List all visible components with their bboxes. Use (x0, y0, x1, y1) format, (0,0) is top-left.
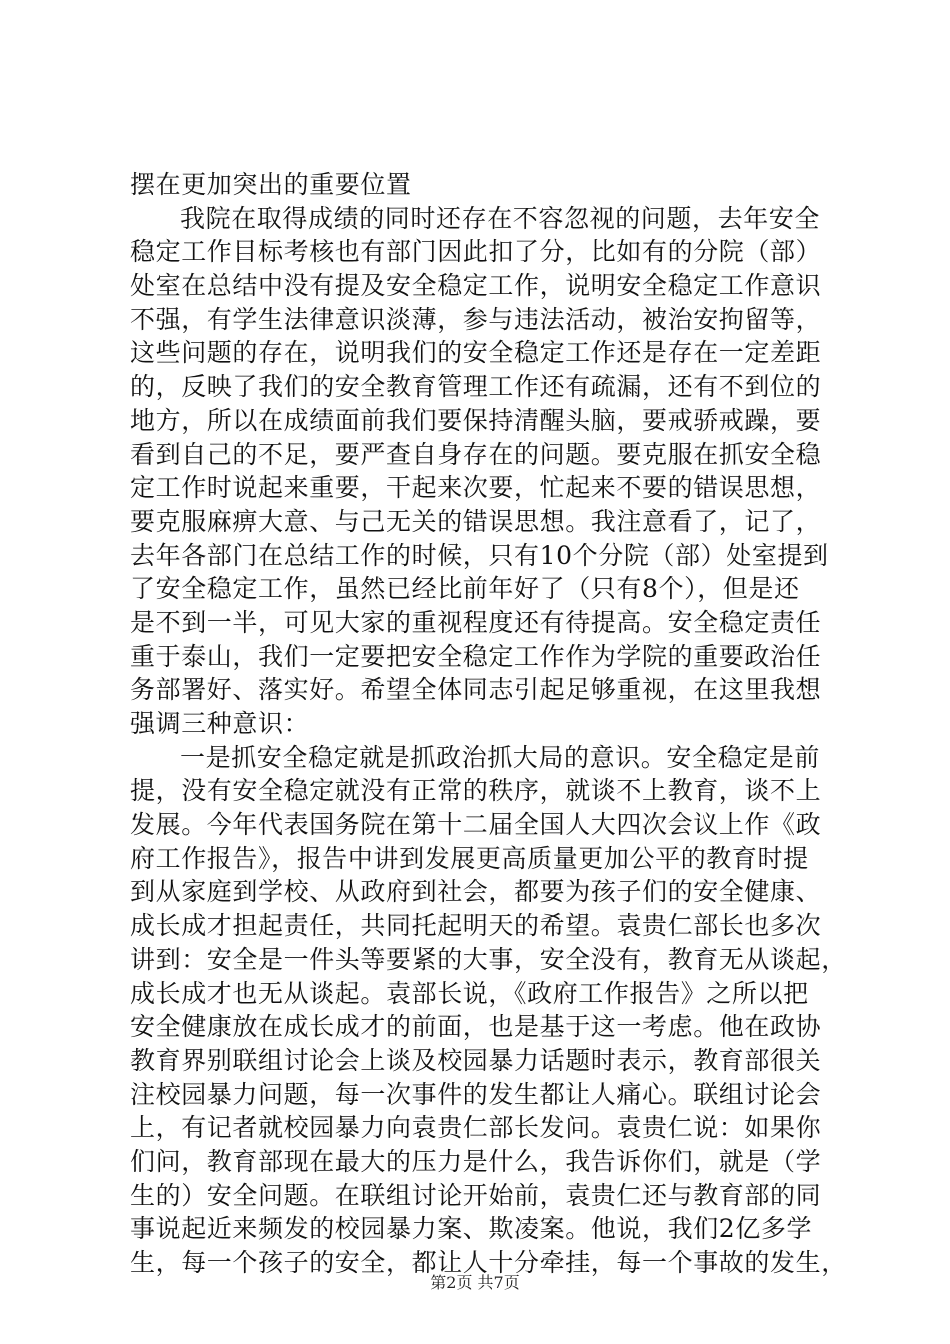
text-line: 我院在取得成绩的同时还存在不容忽视的问题，去年安全 (180, 203, 821, 233)
text-line: 们问，教育部现在最大的压力是什么，我告诉你们，就是（学 (130, 1146, 822, 1176)
text-line: 了安全稳定工作，虽然已经比前年好了（只有8个），但是还 (130, 574, 800, 604)
text-line: 一是抓安全稳定就是抓政治抓大局的意识。安全稳定是前 (180, 742, 821, 772)
text-line: 是不到一半，可见大家的重视程度还有待提高。安全稳定责任 (130, 607, 822, 637)
page-footer: 第2页 共7页 (430, 1273, 520, 1292)
text-line: 去年各部门在总结工作的时候，只有10个分院（部）处室提到 (130, 540, 829, 570)
text-line: 到从家庭到学校、从政府到社会，都要为孩子们的安全健康、 (130, 877, 822, 907)
text-line: 强调三种意识： (130, 709, 310, 738)
text-line: 成长成才担起责任，共同托起明天的希望。袁贵仁部长也多次 (130, 911, 822, 941)
text-line: 发展。今年代表国务院在第十二届全国人大四次会议上作《政 (130, 810, 822, 840)
text-line: 上，有记者就校园暴力向袁贵仁部长发问。袁贵仁说：如果你 (130, 1113, 822, 1143)
text-line: 稳定工作目标考核也有部门因此扣了分，比如有的分院（部） (130, 237, 822, 267)
text-line: 事说起近来频发的校园暴力案、欺凌案。他说，我们2亿多学 (130, 1214, 813, 1244)
text-line: 摆在更加突出的重要位置 (130, 170, 412, 199)
text-line: 地方，所以在成绩面前我们要保持清醒头脑，要戒骄戒躁，要 (130, 405, 822, 435)
text-line: 看到自己的不足，要严查自身存在的问题。要克服在抓安全稳 (130, 439, 822, 469)
text-line: 生的）安全问题。在联组讨论开始前，袁贵仁还与教育部的同 (130, 1180, 822, 1210)
text-line: 务部署好、落实好。希望全体同志引起足够重视，在这里我想 (130, 675, 822, 705)
text-line: 教育界别联组讨论会上谈及校园暴力话题时表示，教育部很关 (130, 1045, 822, 1075)
text-line: 生，每一个孩子的安全，都让人十分牵挂，每一个事故的发生， (130, 1248, 847, 1277)
text-line: 安全健康放在成长成才的前面，也是基于这一考虑。他在政协 (130, 1012, 822, 1042)
text-line: 成长成才也无从谈起。袁部长说，《政府工作报告》之所以把 (130, 978, 809, 1008)
text-line: 府工作报告》，报告中讲到发展更高质量更加公平的教育时提 (130, 843, 809, 873)
text-line: 定工作时说起来重要，干起来次要，忙起来不要的错误思想， (130, 473, 822, 503)
text-line: 讲到：安全是一件头等要紧的大事，安全没有，教育无从谈起， (130, 944, 847, 974)
text-line: 不强，有学生法律意识淡薄，参与违法活动，被治安拘留等， (130, 304, 822, 334)
text-line: 的，反映了我们的安全教育管理工作还有疏漏，还有不到位的 (130, 372, 822, 402)
body-text (130, 168, 847, 1280)
text-line: 要克服麻痹大意、与己无关的错误思想。我注意看了，记了， (130, 506, 822, 536)
text-line: 注校园暴力问题，每一次事件的发生都让人痛心。联组讨论会 (130, 1079, 822, 1109)
text-line: 重于泰山，我们一定要把安全稳定工作作为学院的重要政治任 (130, 641, 822, 671)
text-line: 这些问题的存在，说明我们的安全稳定工作还是存在一定差距 (130, 338, 822, 368)
text-line: 处室在总结中没有提及安全稳定工作，说明安全稳定工作意识 (130, 271, 822, 301)
text-line: 提，没有安全稳定就没有正常的秩序，就谈不上教育，谈不上 (130, 776, 822, 806)
